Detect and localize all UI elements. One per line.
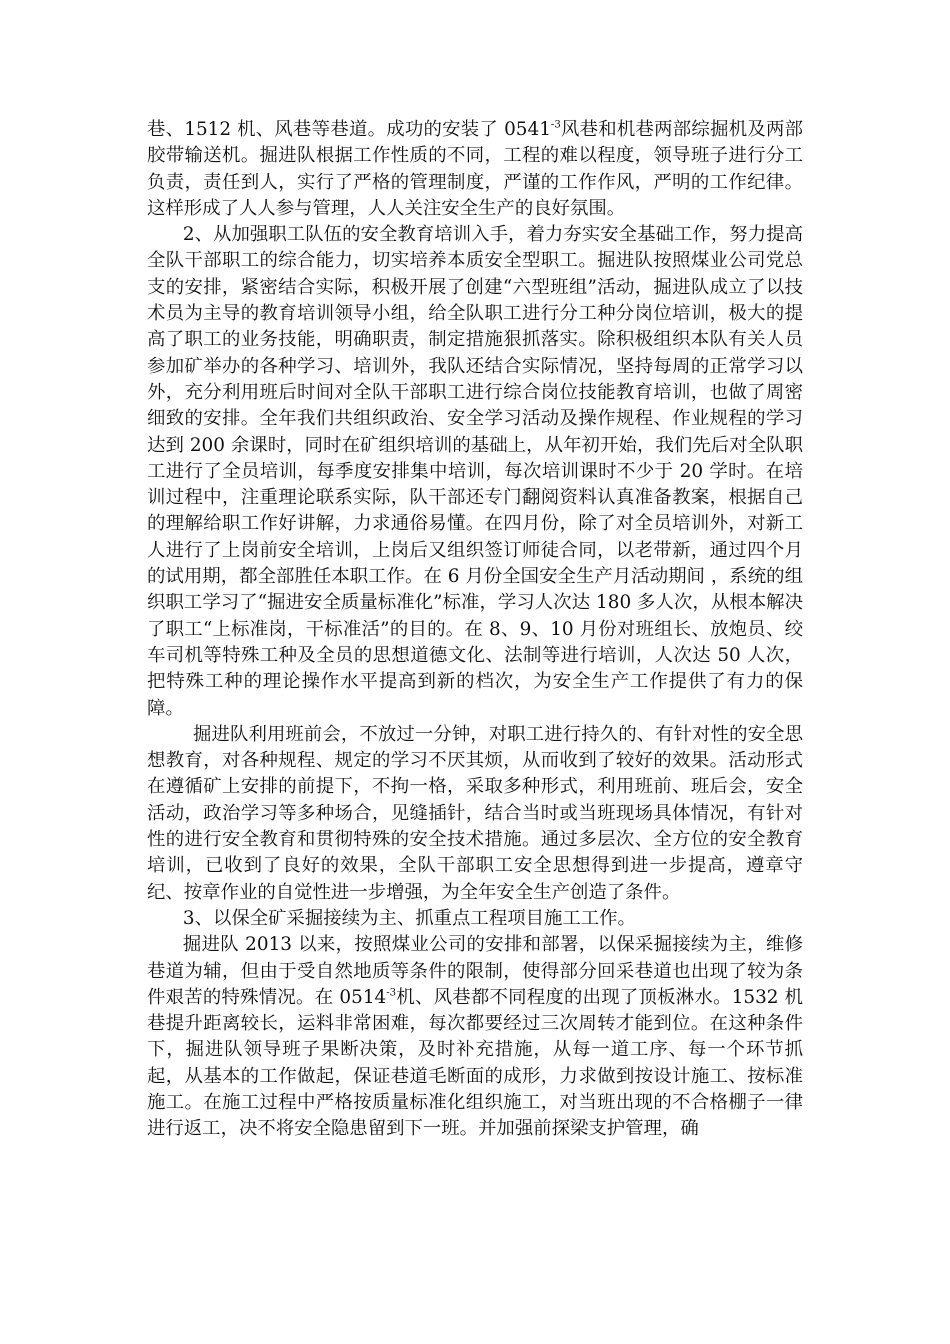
paragraph-4-text: 3、以保全矿采掘接续为主、抓重点工程项目施工工作。	[182, 907, 636, 929]
paragraph-5-text-a: 掘进队 2013 以来，按照煤业公司的安排和部署，以保采掘接续为主，维修巷道为辅，但由于受自然地质等条件的限制，使得部分回采巷道也出现了较为条件艰苦的特殊情况。在 0514	[147, 934, 803, 1008]
paragraph-3	[147, 722, 803, 906]
document-body	[147, 117, 803, 1143]
paragraph-1-superscript: -3	[550, 119, 561, 131]
paragraph-5-superscript: -3	[386, 987, 397, 999]
paragraph-5-text-b: 机、风巷都不同程度的出现了顶板淋水。1532 机巷提升距离较长，运料非常困难，每次都要经过三次周转才能到位。在这种条件下，掘进队领导班子果断决策，及时补充措施，从每一道工序、每一个环节抓起，从基本的工作做起，保证巷道毛断面的成形，力求做到按设计施工、按标准施工。在施工过程中严格按质量标准化组织施工，对当班出现的不合格棚子一律进行返工，决不将安全隐患留到下一班。并加强前探梁支护管理，确	[147, 986, 803, 1140]
paragraph-1-text-a: 巷、1512 机、风巷等巷道。成功的安装了 0541	[147, 119, 551, 140]
paragraph-5	[147, 932, 803, 1142]
paragraph-3-text: 掘进队利用班前会，不放过一分钟，对职工进行持久的、有针对性的安全思想教育，对各种规程、规定的学习不厌其烦，从而收到了较好的效果。活动形式在遵循矿上安排的前提下，不拘一格，采取多种形式，利用班前、班后会，安全活动，政治学习等多种场合，见缝插针，结合当时或当班现场具体情况，有针对性的进行安全教育和贯彻特殊的安全技术措施。通过多层次、全方位的安全教育培训，已收到了良好的效果，全队干部职工安全思想得到进一步提高，遵章守纪、按章作业的自觉性进一步增强，为全年安全生产创造了条件。	[147, 723, 803, 903]
paragraph-2-text: 2、从加强职工队伍的安全教育培训入手，着力夯实安全基础工作，努力提高全队干部职工的综合能力，切实培养本质安全型职工。掘进队按照煤业公司党总支的安排，紧密结合实际，积极开展了创建“六型班组”活动，掘进队成立了以技术员为主导的教育培训领导小组，给全队职工进行分工种分岗位培训，极大的提高了职工的业务技能，明确职责，制定措施狠抓落实。除积极组织本队有关人员参加矿举办的各种学习、培训外，我队还结合实际情况，坚持每周的正常学习以外，充分利用班后时间对全队干部职工进行综合岗位技能教育培训，也做了周密细致的安排。全年我们共组织政治、安全学习活动及操作规程、作业规程的学习达到 200 余课时，同时在矿组织培训的基础上，从年初开始，我们先后对全队职工进行了全员培训，每季度安排集中培训，每次培训课时不少于 20 学时。在培训过程中，注重理论联系实际，队干部还专门翻阅资料认真准备教案，根据自己的理解给职工作好讲解，力求通俗易懂。在四月份，除了对全员培训外，对新工人进行了上岗前安全培训，上岗后又组织签订师徒合同，以老带新，通过四个月的试用期，都全部胜任本职工作。在 6 月份全国安全生产月活动期间 ，系统的组织职工学习了“掘进安全质量标准化”标准，学习人次达 180 多人次，从根本解决了职工“上标准岗，干标准活”的目的。在 8、9、10 月份对班组长、放炮员、绞车司机等特殊工种及全员的思想道德文化、法制等进行培训，人次达 50 人次，把特殊工种的理论操作水平提高到新的档次，为安全生产工作提供了有力的保障。	[147, 224, 803, 719]
paragraph-1	[147, 117, 803, 222]
paragraph-4	[147, 906, 803, 932]
paragraph-1-text-b: 风巷和机巷两部综掘机及两部胶带输送机。掘进队根据工作性质的不同，工程的难以程度，领导班子进行分工负责，责任到人，实行了严格的管理制度，严谨的工作作风，严明的工作纪律。这样形成了人人参与管理，人人关注安全生产的良好氛围。	[147, 119, 803, 219]
paragraph-2	[147, 222, 803, 722]
